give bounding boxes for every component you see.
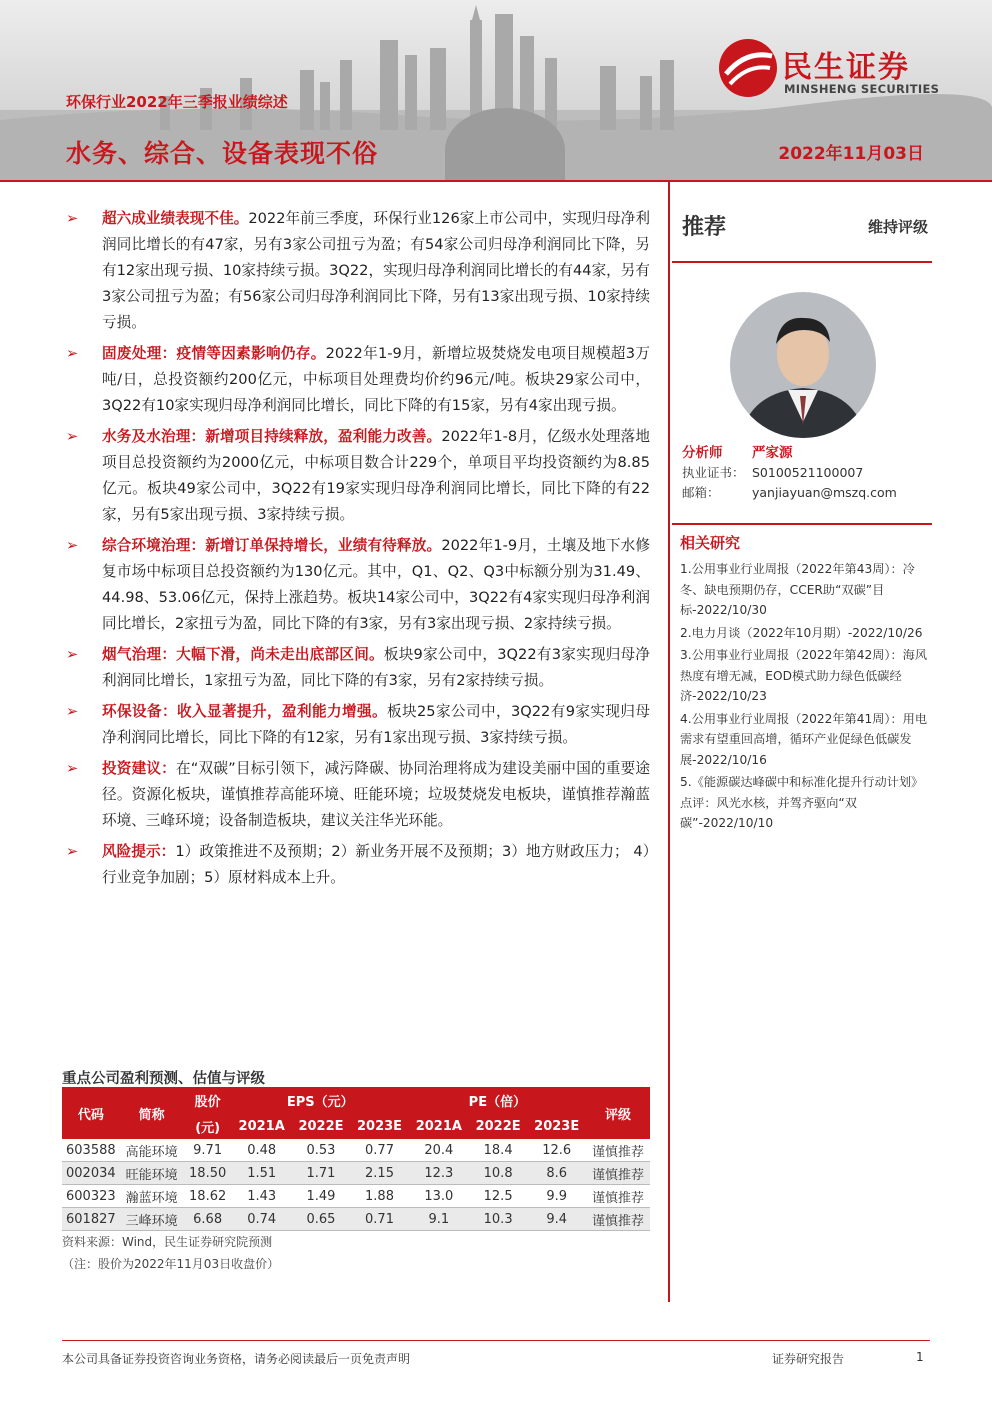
bullet-item: ➢ 超六成业绩表现不佳。2022年前三季度，环保行业126家上市公司中，实现归母净利润同比增长的有47家，另有3家公司扭亏为盈；有54家公司归母净利润同比下降，另有12家出现亏损、10家持续亏损。3Q22，实现归母净利润同比增长的有44家，另有3家公司扭亏为盈；有56家公司归母净利润同比下降，另有13家出现亏损、10家持续亏损。	[66, 206, 650, 336]
table-title: 重点公司盈利预测、估值与评级	[62, 1071, 265, 1087]
header-price-unit: (元)	[184, 1113, 232, 1139]
arrow-icon: ➢	[66, 843, 79, 860]
header-year: 2023E	[527, 1113, 586, 1139]
header-pe: PE（倍）	[409, 1087, 586, 1113]
table-cell: 6.68	[184, 1208, 232, 1231]
table-cell: 三峰环境	[120, 1208, 184, 1231]
header-rating: 评级	[586, 1087, 650, 1139]
minsheng-logo	[718, 36, 968, 98]
cert-value: S0100521100007	[752, 465, 864, 480]
table-row	[62, 1162, 650, 1185]
header-year: 2023E	[350, 1113, 409, 1139]
research-item[interactable]: 3.公用事业行业周报（2022年第42周）：海风热度有增无减，EOD模式助力绿色低碳经济-2022/10/23	[680, 648, 928, 703]
table-cell: 2.15	[350, 1162, 409, 1185]
table-cell: 旺能环境	[120, 1162, 184, 1185]
header-banner	[0, 0, 992, 180]
table-cell: 0.48	[232, 1139, 292, 1162]
analyst-avatar	[730, 292, 876, 438]
table-cell: 谨慎推荐	[586, 1208, 650, 1231]
logo-text-en: MINSHENG SECURITIES	[784, 82, 940, 96]
analyst-info	[682, 443, 932, 503]
rating-box	[682, 210, 928, 252]
research-title: 相关研究	[680, 534, 741, 552]
arrow-icon: ➢	[66, 537, 79, 554]
table-row	[62, 1139, 650, 1162]
table-row	[62, 1208, 650, 1231]
research-item[interactable]: 1.公用事业行业周报（2022年第43周）：冷冬、缺电预期仍存，CCER助“双碳”目标-2022/10/30	[680, 562, 915, 617]
header-year: 2022E	[292, 1113, 351, 1139]
bullet-item: ➢ 风险提示：1）政策推进不及预期；2）新业务开展不及预期；3）地方财政压力； 4）行业竞争加剧；5）原材料成本上升。	[66, 839, 650, 891]
table-cell: 12.3	[409, 1162, 469, 1185]
table-cell: 10.8	[469, 1162, 528, 1185]
arrow-icon: ➢	[66, 760, 79, 777]
table-cell: 10.3	[469, 1208, 528, 1231]
arrow-icon: ➢	[66, 345, 79, 362]
table-cell: 0.53	[292, 1139, 351, 1162]
header-divider	[0, 180, 992, 182]
table-cell: 8.6	[527, 1162, 586, 1185]
analyst-name: 严家源	[752, 445, 793, 461]
research-item[interactable]: 4.公用事业行业周报（2022年第41周）：用电需求有望重回高增，循环产业促绿色低碳发展-2022/10/16	[680, 711, 928, 767]
table-cell: 18.62	[184, 1185, 232, 1208]
table-cell: 13.0	[409, 1185, 469, 1208]
rating-note: 维持评级	[867, 218, 928, 236]
bullet-item: ➢ 固废处理：疫情等因素影响仍存。2022年1-9月，新增垃圾焚烧发电项目规模超3万吨/日，总投资额约200亿元，中标项目处理费均价约96元/吨。板块29家公司中，3Q22有10家实现归母净利润同比增长，同比下降的有15家，另有4家出现亏损。	[66, 341, 650, 419]
arrow-icon: ➢	[66, 210, 79, 227]
table-cell: 1.49	[292, 1185, 351, 1208]
email-label: 邮箱：	[682, 485, 720, 500]
analyst-label: 分析师	[682, 445, 723, 461]
sidebar-divider	[672, 523, 932, 525]
table-cell: 600323	[62, 1185, 120, 1208]
table-cell: 高能环境	[120, 1139, 184, 1162]
table-cell: 谨慎推荐	[586, 1185, 650, 1208]
arrow-icon: ➢	[66, 428, 79, 445]
bullet-item: ➢ 投资建议：在“双碳”目标引领下，减污降碳、协同治理将成为建设美丽中国的重要途径。资源化板块，谨慎推荐高能环境、旺能环境；垃圾焚烧发电板块，谨慎推荐瀚蓝环境、三峰环境；设备制造板块，建议关注华光环能。	[66, 756, 650, 834]
research-item[interactable]: 2.电力月谈（2022年10月期）-2022/10/26	[680, 625, 923, 640]
forecast-table	[62, 1087, 650, 1231]
summary-bullets	[66, 206, 650, 896]
report-date: 2022年11月03日	[778, 144, 924, 164]
header-name: 简称	[120, 1087, 184, 1139]
email-link[interactable]: yanjiayuan@mszq.com	[752, 485, 897, 500]
arrow-icon: ➢	[66, 646, 79, 663]
table-cell: 12.5	[469, 1185, 528, 1208]
footer-divider	[62, 1340, 930, 1341]
research-item[interactable]: 5.《能源碳达峰碳中和标准化提升行动计划》点评：风光水核，并驾齐驱向“双碳”-2022/10/10	[680, 775, 924, 830]
table-cell: 0.65	[292, 1208, 351, 1231]
footer-disclaimer: 本公司具备证券投资咨询业务资格，请务必阅读最后一页免责声明	[62, 1352, 411, 1366]
table-cell: 9.1	[409, 1208, 469, 1231]
bullet-item: ➢ 综合环境治理：新增订单保持增长，业绩有待释放。2022年1-9月，土壤及地下水修复市场中标项目总投资额约为130亿元。其中，Q1、Q2、Q3中标额分别为31.49、44.98、53.06亿元，保持上涨趋势。板块14家公司中，3Q22有4家实现归母净利润同比增长，2家扭亏为盈，同比下降的有3家，另有3家出现亏损、2家持续亏损。	[66, 533, 650, 637]
cert-label: 执业证书：	[682, 465, 745, 480]
minsheng-logo-icon	[718, 38, 778, 98]
table-cell: 谨慎推荐	[586, 1162, 650, 1185]
table-cell: 12.6	[527, 1139, 586, 1162]
table-note: （注：股价为2022年11月03日收盘价）	[62, 1257, 280, 1271]
table-cell: 002034	[62, 1162, 120, 1185]
table-source: 资料来源：Wind，民生证券研究院预测	[62, 1235, 273, 1249]
table-cell: 0.71	[350, 1208, 409, 1231]
header-year: 2022E	[469, 1113, 528, 1139]
logo-text-cn: 民生证券	[782, 50, 910, 85]
bullet-item: ➢ 环保设备：收入显著提升，盈利能力增强。板块25家公司中，3Q22有9家实现归母净利润同比增长，同比下降的有12家，另有1家出现亏损、3家持续亏损。	[66, 699, 650, 751]
table-cell: 1.88	[350, 1185, 409, 1208]
header-eps: EPS（元）	[232, 1087, 409, 1113]
table-row	[62, 1185, 650, 1208]
bullet-item: ➢ 烟气治理：大幅下滑，尚未走出底部区间。板块9家公司中，3Q22有3家实现归母净利润同比增长，1家扭亏为盈，同比下降的有3家，另有2家持续亏损。	[66, 642, 650, 694]
table-cell: 20.4	[409, 1139, 469, 1162]
report-title: 水务、综合、设备表现不俗	[66, 139, 379, 168]
table-cell: 1.71	[292, 1162, 351, 1185]
table-cell: 0.77	[350, 1139, 409, 1162]
table-cell: 603588	[62, 1139, 120, 1162]
table-cell: 1.43	[232, 1185, 292, 1208]
related-research	[680, 532, 930, 836]
table-cell: 601827	[62, 1208, 120, 1231]
footer-doc-type: 证券研究报告	[772, 1352, 845, 1366]
table-cell: 谨慎推荐	[586, 1139, 650, 1162]
table-cell: 18.50	[184, 1162, 232, 1185]
table-cell: 18.4	[469, 1139, 528, 1162]
table-cell: 9.9	[527, 1185, 586, 1208]
header-price: 股价	[184, 1087, 232, 1113]
sidebar-divider	[672, 261, 932, 263]
table-cell: 9.4	[527, 1208, 586, 1231]
header-year: 2021A	[409, 1113, 469, 1139]
table-cell: 1.51	[232, 1162, 292, 1185]
arrow-icon: ➢	[66, 703, 79, 720]
rating-value: 推荐	[682, 215, 727, 240]
header-year: 2021A	[232, 1113, 292, 1139]
bullet-item: ➢ 水务及水治理：新增项目持续释放，盈利能力改善。2022年1-8月，亿级水处理落地项目总投资额约为2000亿元，中标项目数合计229个，单项目平均投资额约为8.85亿元。板块49家公司中，3Q22有19家实现归母净利润同比增长，同比下降的有22家，另有5家出现亏损、3家持续亏损。	[66, 424, 650, 528]
table-cell: 9.71	[184, 1139, 232, 1162]
page-number: 1	[916, 1350, 924, 1364]
table-cell: 瀚蓝环境	[120, 1185, 184, 1208]
header-code: 代码	[62, 1087, 120, 1139]
table-cell: 0.74	[232, 1208, 292, 1231]
report-type: 环保行业2022年三季报业绩综述	[66, 93, 288, 111]
column-divider	[668, 182, 670, 1302]
